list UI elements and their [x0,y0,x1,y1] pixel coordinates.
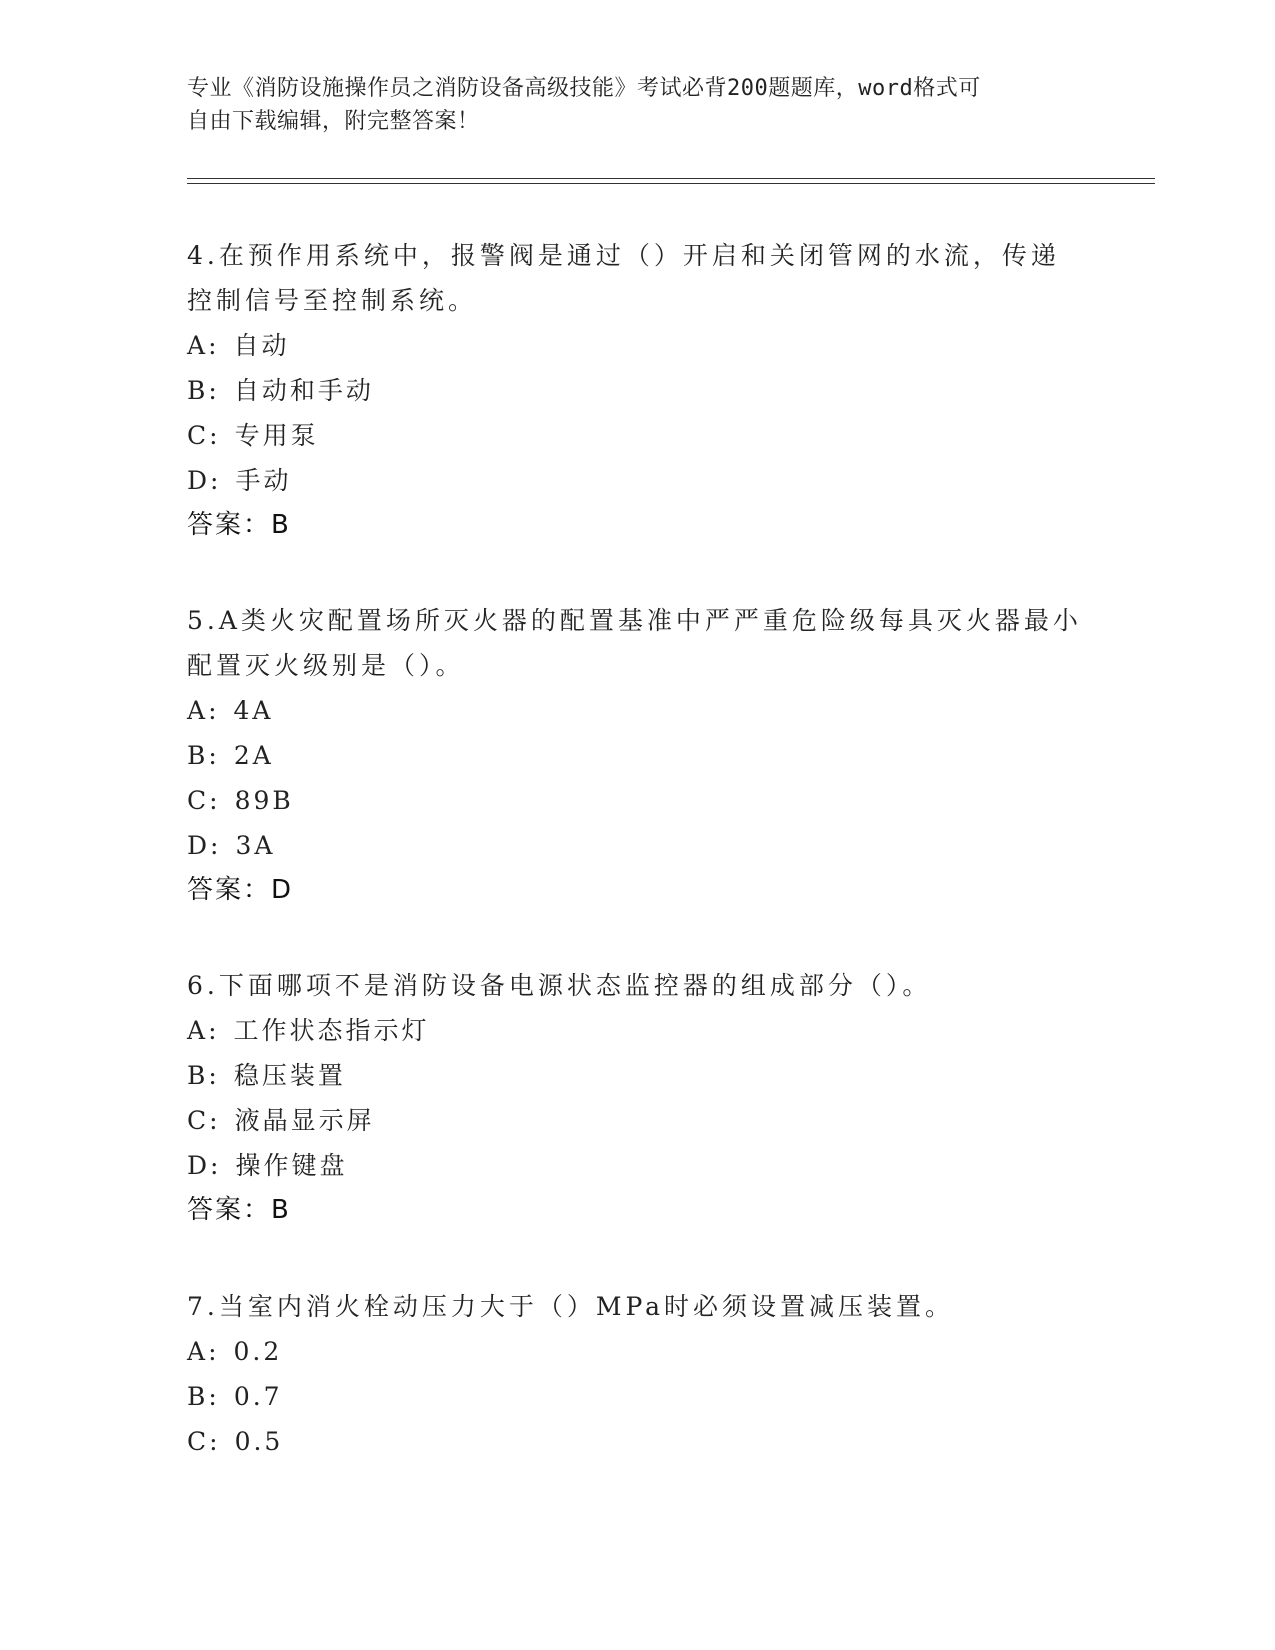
option-letter: D [187,831,211,860]
option-letter: A [187,1016,209,1045]
option-separator: : [208,1337,220,1366]
option-text: 2A [233,741,274,770]
option-c [187,1098,1087,1143]
header-line-2: 自由下载编辑，附完整答案！ [187,109,480,134]
option-text: 手动 [235,466,292,495]
document-header [187,72,1067,138]
option-separator: : [209,786,221,815]
option-text: 0.2 [233,1337,283,1366]
option-separator: : [208,741,220,770]
option-text: 3A [235,831,276,860]
question-text-line-1: 6.下面哪项不是消防设备电源状态监控器的组成部分（）。 [187,971,932,1000]
question-text-line-2: 控制信号至控制系统。 [187,286,478,315]
option-text: 稳压装置 [233,1061,346,1090]
option-text: 操作键盘 [235,1151,348,1180]
option-separator: : [209,1427,221,1456]
option-text: 自动和手动 [233,376,374,405]
option-separator: : [208,696,220,725]
answer-line: 答案：D [187,875,294,905]
option-letter: A [187,331,209,360]
option-b [187,733,1087,778]
option-text: 工作状态指示灯 [233,1016,430,1045]
option-separator: : [208,1382,220,1411]
option-d [187,823,1087,868]
question-text-line-1: 5.A类火灾配置场所灭火器的配置基准中严严重危险级每具灭火器最小 [187,606,1082,635]
option-b [187,368,1087,413]
option-separator: : [210,831,222,860]
question-text-line-1: 7.当室内消火栓动压力大于（）MPa时必须设置减压装置。 [187,1292,955,1321]
option-letter: B [187,1382,209,1411]
option-letter: C [187,786,210,815]
question-6 [187,963,1087,1233]
option-letter: A [187,696,209,725]
option-c [187,1419,1087,1464]
answer-line: 答案：B [187,1195,291,1225]
option-separator: : [208,1016,220,1045]
option-text: 液晶显示屏 [234,1106,375,1135]
option-separator: : [210,1151,222,1180]
header-divider-top [187,178,1155,179]
header-divider-bottom [187,183,1155,184]
option-letter: B [187,376,209,405]
option-a [187,1329,1087,1374]
option-d [187,1143,1087,1188]
option-separator: : [210,466,222,495]
option-letter: C [187,1106,210,1135]
option-text: 专用泵 [234,421,319,450]
option-text: 4A [233,696,274,725]
option-separator: : [209,1106,221,1135]
answer-line: 答案：B [187,510,291,540]
option-separator: : [209,421,221,450]
option-text: 0.5 [234,1427,284,1456]
option-a [187,688,1087,733]
option-b [187,1374,1087,1419]
option-text: 0.7 [233,1382,283,1411]
option-c [187,413,1087,458]
option-a [187,323,1087,368]
question-7 [187,1284,1087,1464]
option-letter: D [187,466,211,495]
option-separator: : [208,376,220,405]
option-a [187,1008,1087,1053]
header-line-1: 专业《消防设施操作员之消防设备高级技能》考试必背200题题库，word格式可 [187,76,981,101]
option-d [187,458,1087,503]
question-4 [187,233,1087,548]
option-b [187,1053,1087,1098]
option-letter: B [187,741,209,770]
option-text: 89B [234,786,294,815]
option-letter: C [187,421,210,450]
option-c [187,778,1087,823]
option-letter: D [187,1151,211,1180]
option-letter: C [187,1427,210,1456]
question-5 [187,598,1087,913]
question-text-line-1: 4.在预作用系统中，报警阀是通过（）开启和关闭管网的水流，传递 [187,241,1060,270]
option-separator: : [208,331,220,360]
option-text: 自动 [233,331,290,360]
question-text-line-2: 配置灭火级别是（）。 [187,651,465,680]
option-separator: : [208,1061,220,1090]
option-letter: B [187,1061,209,1090]
option-letter: A [187,1337,209,1366]
